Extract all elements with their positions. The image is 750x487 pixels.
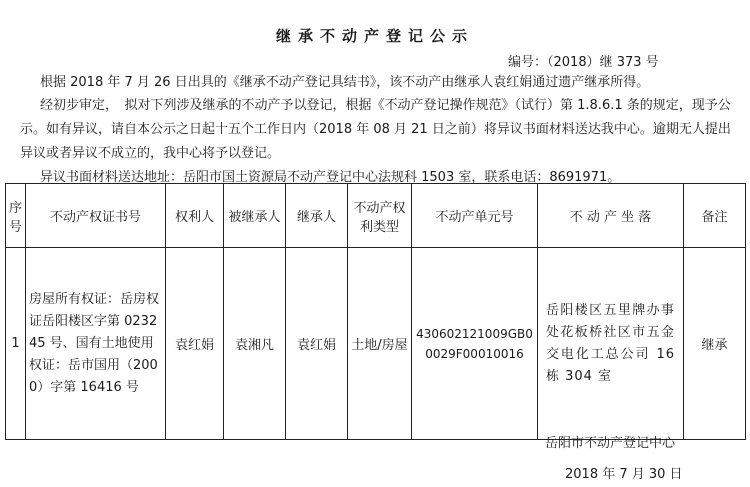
header-cert: 不动产权证书号 [26, 184, 166, 248]
header-remark: 备注 [684, 184, 746, 248]
paragraph-address: 异议书面材料送达地址：岳阳市国土资源局不动产登记中心法规科 1503 室，联系电话：8691971。 [40, 170, 621, 185]
document-number: 编号：（2018）继 373 号 [508, 55, 659, 70]
cell-holder: 袁红娟 [166, 248, 224, 440]
header-seq: 序号 [6, 184, 26, 248]
table-row [6, 248, 746, 440]
cell-unit-no: 430602121009GB00029F00010016 [412, 248, 538, 440]
header-unit-no: 不动产单元号 [412, 184, 538, 248]
header-right-type: 不动产权利类型 [348, 184, 412, 248]
header-decedent: 被继承人 [224, 184, 286, 248]
cell-cert: 房屋所有权证：岳房权证岳阳楼区字第 023245 号、国有土地使用权证：岳市国用（2000）字第 16416 号 [26, 248, 166, 440]
issue-date: 2018 年 7 月 30 日 [565, 467, 683, 482]
paragraph-review: 经初步审定， 拟对下列涉及继承的不动产予以登记，根据《不动产登记操作规范》（试行）第 1.8.6.1 条的规定，现予公示。如有异议，请自本公示之日起十五个工作日内（2018 年 08 月 21 日之前）将异议书面材料送达我中心。逾期无人提出异议或者异议不成立的，我中心将予以登记。 [20, 98, 731, 161]
cell-right-type: 土地/房屋 [348, 248, 412, 440]
cell-heir: 袁红娟 [286, 248, 348, 440]
cell-seq: 1 [6, 248, 26, 440]
paragraph-basis: 根据 2018 年 7 月 26 日出具的《继承不动产登记具结书》，该不动产由继承人袁红娟通过遗产继承所得。 [40, 75, 650, 90]
header-holder: 权利人 [166, 184, 224, 248]
header-location: 不 动 产 坐 落 [538, 184, 684, 248]
cell-location: 岳阳楼区五里牌办事处花板桥社区市五金交电化工总公司 16 栋 304 室 [538, 248, 684, 440]
header-heir: 继承人 [286, 184, 348, 248]
registration-table [5, 183, 746, 440]
cell-decedent: 袁湘凡 [224, 248, 286, 440]
table-header-row [6, 184, 746, 248]
issuing-organization: 岳阳市不动产登记中心 [545, 436, 676, 451]
cell-remark: 继承 [684, 248, 746, 440]
notice-title: 继承不动产登记公示 [275, 27, 474, 45]
